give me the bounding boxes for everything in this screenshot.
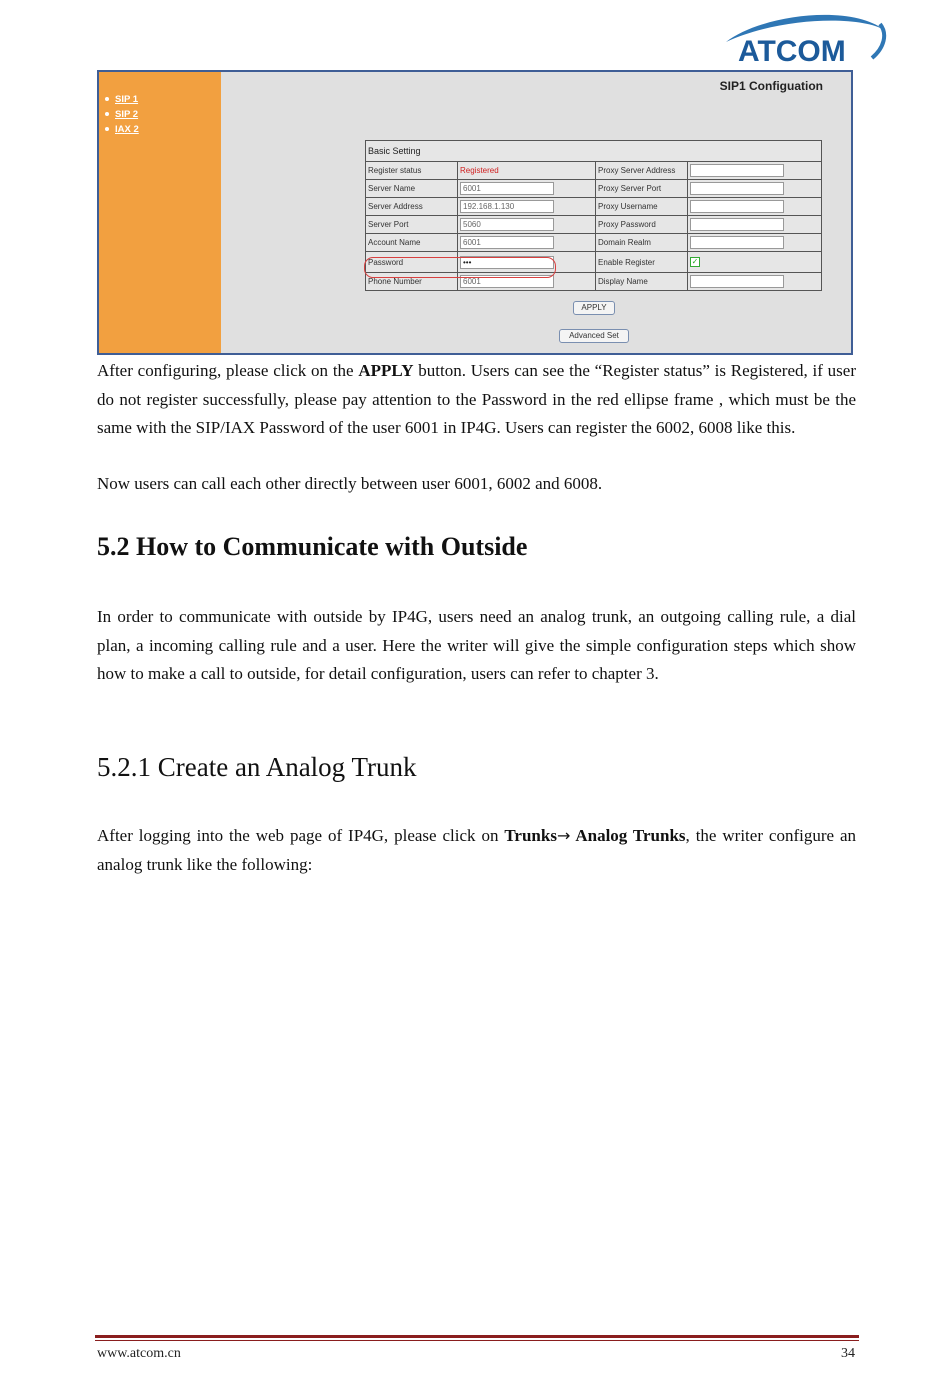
paragraph-call: Now users can call each other directly between user 6001, 6002 and 6008. — [97, 474, 603, 493]
footer-rule-thin — [95, 1340, 859, 1341]
sip-config-screenshot — [97, 70, 853, 355]
proxy-username-input[interactable] — [690, 200, 784, 213]
proxy-password-input[interactable] — [690, 218, 784, 231]
bullet-icon — [105, 112, 109, 116]
page-number: 34 — [841, 1346, 855, 1361]
basic-setting-table — [365, 140, 822, 291]
table-row: Register status Registered Proxy Server Address — [366, 162, 822, 180]
domain-realm-input[interactable] — [690, 236, 784, 249]
section-heading-5-2-1: 5.2.1 Create an Analog Trunk — [97, 752, 417, 782]
sidebar-item-iax2[interactable]: IAX 2 — [105, 122, 139, 137]
phone-number-input[interactable]: 6001 — [460, 275, 554, 288]
sidebar-item-sip2[interactable]: SIP 2 — [105, 107, 139, 122]
server-port-input[interactable]: 5060 — [460, 218, 554, 231]
register-status-value: Registered — [460, 166, 499, 175]
paragraph-outside: In order to communicate with outside by IP4G, users need an analog trunk, an outgoing calling rule, a dial plan, a incoming calling rule and a user. Here the writer will give the simple configuration steps which show how to make a call to outside, for detail configuration, users can refer to chapter 3. — [97, 607, 856, 683]
table-row: Account Name 6001 Domain Realm — [366, 234, 822, 252]
bullet-icon — [105, 127, 109, 131]
atcom-logo — [712, 8, 888, 70]
section-heading-5-2: 5.2 How to Communicate with Outside — [97, 532, 528, 561]
config-sidebar — [99, 72, 221, 353]
table-row: Phone Number 6001 Display Name — [366, 273, 822, 291]
logo-text: ATCOM — [738, 35, 846, 68]
display-name-input[interactable] — [690, 275, 784, 288]
paragraph-analog-trunk: After logging into the web page of IP4G, please click on Trunks→ Analog Trunks, the writer configure an analog trunk like the following: — [97, 826, 856, 874]
account-name-input[interactable]: 6001 — [460, 236, 554, 249]
sidebar-item-sip1[interactable]: SIP 1 — [105, 92, 139, 107]
table-row: Password ••• Enable Register ✓ — [366, 252, 822, 273]
table-row: Server Address 192.168.1.130 Proxy Username — [366, 198, 822, 216]
table-row: Server Port 5060 Proxy Password — [366, 216, 822, 234]
config-title: SIP1 Configuation — [719, 79, 823, 93]
arrow-icon: → — [556, 826, 571, 845]
server-name-input[interactable]: 6001 — [460, 182, 554, 195]
section-header: Basic Setting — [366, 141, 822, 162]
apply-button[interactable]: APPLY — [573, 301, 615, 315]
paragraph-apply: After configuring, please click on the APPLY button. Users can see the “Register status” is Registered, if user do not register successfully, please pay attention to the Password in the red ellipse frame , which must be the same with the SIP/IAX Password of the user 6001 in IP4G. Users can register the 6002, 6008 like this. — [97, 361, 857, 437]
advanced-set-button[interactable]: Advanced Set — [559, 329, 629, 343]
logo-swoosh-icon — [712, 8, 888, 70]
enable-register-checkbox[interactable]: ✓ — [691, 257, 699, 266]
table-row: Server Name 6001 Proxy Server Port — [366, 180, 822, 198]
server-address-input[interactable]: 192.168.1.130 — [460, 200, 554, 213]
password-input[interactable]: ••• — [460, 256, 554, 269]
proxy-server-port-input[interactable] — [690, 182, 784, 195]
footer-url: www.atcom.cn — [97, 1346, 181, 1361]
bullet-icon — [105, 97, 109, 101]
footer-rule — [95, 1335, 859, 1338]
proxy-server-address-input[interactable] — [690, 164, 784, 177]
